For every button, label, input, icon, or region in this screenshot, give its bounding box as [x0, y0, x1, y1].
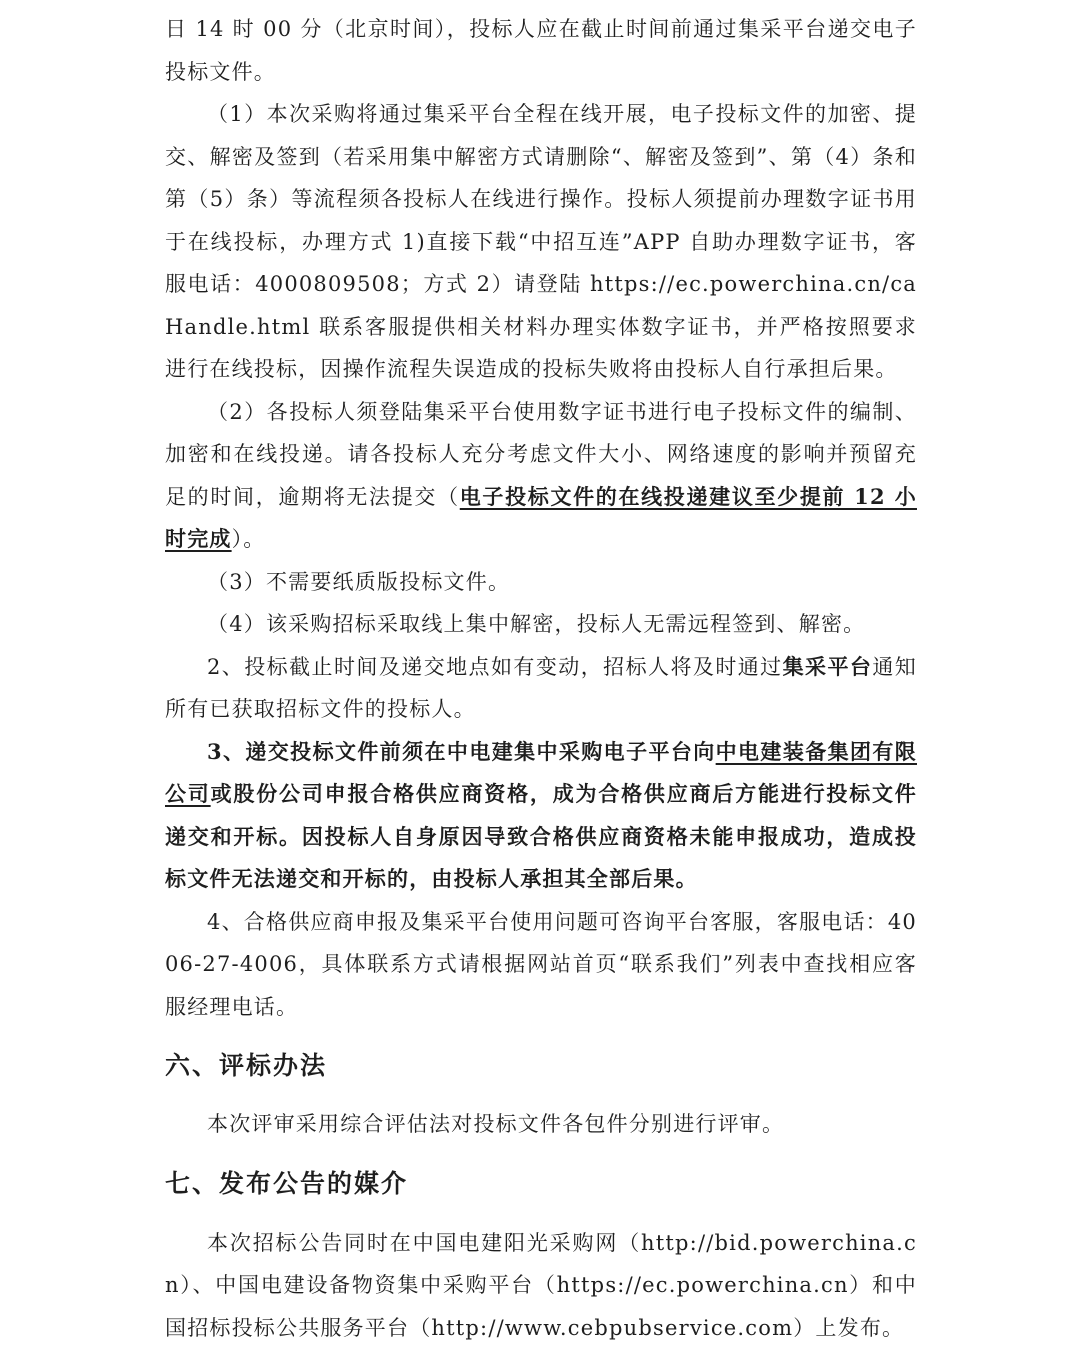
- submission-deadline-emphasis: 电子投标文件的在线投递建议至少提前 12 小时完成: [165, 484, 917, 552]
- qualification-text-end: 或股份公司申报合格供应商资格，成为合格供应商后方能进行投标文件递交和开标。因投标人自身原因导致合格供应商资格未能申报成功，造成投标文件无法递交和开标的，由投标人承担其全部后果。: [165, 781, 917, 891]
- no-paper-paragraph: （3）不需要纸质版投标文件。: [165, 561, 917, 604]
- company-name-emphasis: 中电建装备集团有限公司: [165, 739, 917, 807]
- document-page: [165, 8, 917, 1349]
- qualification-text: 3、递交投标文件前须在中电建集中采购电子平台向: [207, 739, 716, 764]
- customer-service-paragraph: 4、合格供应商申报及集采平台使用问题可咨询平台客服，客服电话：4006-27-4006，具体联系方式请根据网站首页“联系我们”列表中查找相应客服经理电话。: [165, 901, 917, 1029]
- submission-paragraph: [165, 391, 917, 561]
- section-7-heading: 七、发布公告的媒介: [165, 1164, 917, 1204]
- deadline-paragraph: 日 14 时 00 分（北京时间），投标人应在截止时间前通过集采平台递交电子投标文件。: [165, 8, 917, 93]
- online-process-paragraph: （1）本次采购将通过集采平台全程在线开展，电子投标文件的加密、提交、解密及签到（若采用集中解密方式请删除“、解密及签到”、第（4）条和第（5）条）等流程须各投标人在线进行操作。投标人须提前办理数字证书用于在线投标，办理方式 1)直接下载“中招互连”APP 自助办理数字证书，客服电话：4000809508；方式 2）请登陆 https://ec.powerchina.cn/caHandle.html 联系客服提供相关材料办理实体数字证书，并严格按照要求进行在线投标，因操作流程失误造成的投标失败将由投标人自行承担后果。: [165, 93, 917, 391]
- change-notice-text-end: 通知所有已获取招标文件的投标人。: [165, 655, 917, 722]
- decryption-paragraph: （4）该采购招标采取线上集中解密，投标人无需远程签到、解密。: [165, 603, 917, 646]
- supplier-qualification-paragraph: [165, 731, 917, 901]
- submission-text-end: ）。: [232, 527, 266, 551]
- change-notice-paragraph: [165, 646, 917, 731]
- section-6-heading: 六、评标办法: [165, 1046, 917, 1086]
- section-7-body: 本次招标公告同时在中国电建阳光采购网（http://bid.powerchina.cn）、中国电建设备物资集中采购平台（https://ec.powerchina.cn）和中国招标投标公共服务平台（http://www.cebpubservice.com）上发布。: [165, 1222, 917, 1349]
- section-6-body: 本次评审采用综合评估法对投标文件各包件分别进行评审。: [165, 1103, 917, 1146]
- platform-emphasis: 集采平台: [783, 654, 873, 679]
- change-notice-text: 2、投标截止时间及递交地点如有变动，招标人将及时通过: [207, 655, 783, 679]
- submission-text: （2）各投标人须登陆集采平台使用数字证书进行电子投标文件的编制、加密和在线投递。请各投标人充分考虑文件大小、网络速度的影响并预留充足的时间，逾期将无法提交（: [165, 400, 917, 509]
